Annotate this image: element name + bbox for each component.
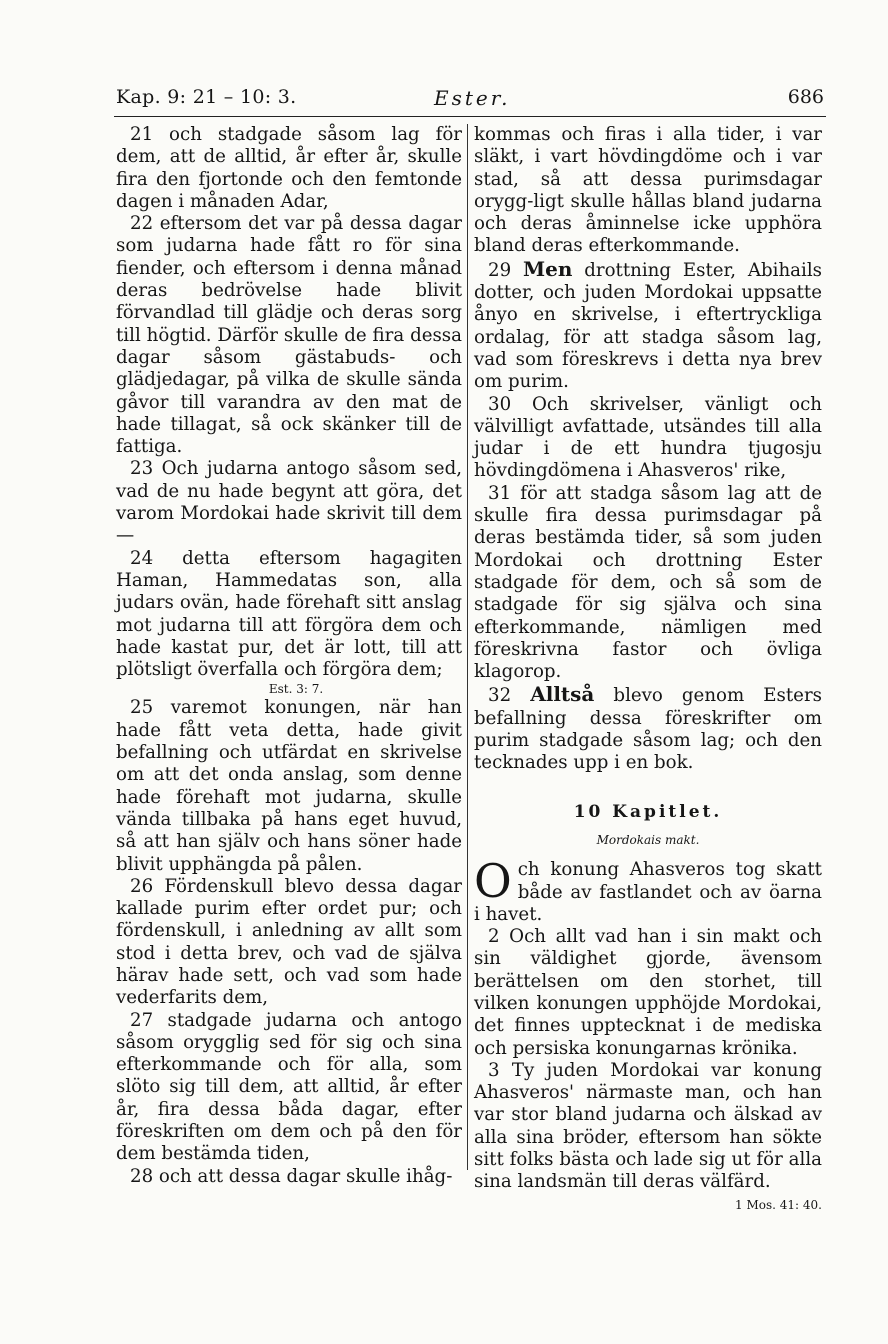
- section-opening-word: Men: [523, 256, 573, 281]
- verse-25: 25 varemot konungen, när han hade fått veta detta, hade givit befallning och utfärdat en skrivelse om att det onda anslag, som denne hade förehaft mot judarna, skulle vända tillbaka på hans eget huvud, så att han själv och hans söner hade blivit upphängda på pålen.: [116, 697, 462, 875]
- chapter-subtitle: Mordokais makt.: [596, 832, 700, 847]
- verse-32: [474, 683, 822, 774]
- verse-29: [474, 258, 822, 394]
- verse-text: drottning Ester, Abihails dotter, och juden Mordokai uppsatte ånyo en skrivelse, i eftertryckliga ordalag, för att stadga såsom lag, vad som föreskrevs i detta nya brev om purim.: [474, 259, 822, 393]
- verse-31: 31 för att stadga såsom lag att de skulle fira dessa purimsdagar på deras bestämda tider, så som juden Mordokai och drottning Ester stadgade för dem, och så som de stadgade för sig själva och sina efterkommande, nämligen med föreskrivna fastor och övliga klagorop.: [474, 482, 822, 683]
- verse-number: 32: [488, 685, 512, 707]
- page-number: 686: [787, 86, 824, 108]
- left-column: [116, 124, 462, 1188]
- verse-26: 26 Fördenskull blevo dessa dagar kallade purim efter ordet pur; och fördenskull, i anledning av allt som stod i detta brev, och vad de själva härav hade sett, och vad som hade vederfarits dem,: [116, 875, 462, 1009]
- right-column: [474, 124, 822, 1216]
- verse-number: 29: [488, 259, 512, 281]
- cross-reference: 1 Mos. 41: 40.: [735, 1197, 822, 1212]
- verse-text: ch konung Ahasveros tog skatt både av fastlandet och av öarna i havet.: [474, 859, 822, 925]
- chapter-heading: 10 Kapitlet.: [573, 801, 723, 822]
- verse-text: blevo genom Esters befallning dessa föreskrifter om purim stadgade såsom lag; och den tecknades upp i en bok.: [474, 685, 822, 774]
- header-rule: [114, 116, 826, 117]
- chapter-range: Kap. 9: 21 – 10: 3.: [116, 86, 297, 108]
- verse-21: 21 och stadgade såsom lag för dem, att de alltid, år efter år, skulle fira den fjortonde och den femtonde dagen i månaden Adar,: [116, 124, 462, 212]
- column-divider: [467, 124, 468, 1170]
- section-opening-word: Alltså: [530, 682, 595, 707]
- page-header: [116, 84, 824, 116]
- verse-30: 30 Och skrivelser, vänligt och välvilligt avfattade, utsändes till alla judar i de ett hundra tjugosju hövdingdömena i Ahasveros' rike,: [474, 393, 822, 482]
- drop-cap: O: [474, 854, 512, 909]
- chapter-10-verse-1: [474, 854, 822, 926]
- verse-23: 23 Och judarna antogo såsom sed, vad de nu hade begynt att göra, det varom Mordokai hade skrivit till dem —: [116, 458, 462, 547]
- book-title: Ester.: [434, 86, 511, 110]
- verse-27: 27 stadgade judarna och antogo såsom orygglig sed för sig och sina efterkommande och för alla, som slöto sig till dem, att alltid, år efter år, fira dessa båda dagar, efter föreskriften om dem och på den för dem bestämda tiden,: [116, 1009, 462, 1165]
- verse-28: 28 och att dessa dagar skulle ihåg-: [130, 1165, 453, 1187]
- chapter-10-verse-3: 3 Ty juden Mordokai var konung Ahasveros' närmaste man, och han var stor bland judarna och älskad av alla sina bröder, eftersom han sökte sitt folks bästa och lade sig ut för alla sina landsmän till deras välfärd.: [474, 1059, 822, 1193]
- verse-28-continued: kommas och firas i alla tider, i var släkt, i vart hövdingdöme och i var stad, så att dessa purimsdagar orygg-ligt skulle hållas bland judarna och deras åminnelse icke upphöra bland deras efterkommande.: [474, 124, 822, 257]
- chapter-10-verse-2: 2 Och allt vad han i sin makt och sin väldighet gjorde, ävensom berättelsen om den storhet, till vilken konungen upphöjde Mordokai, det finnes upptecknat i de mediska och persiska konungarnas krönika.: [474, 926, 822, 1059]
- verse-22: 22 eftersom det var på dessa dagar som judarna hade fått ro för sina fiender, och eftersom i denna månad deras bedrövelse hade blivit förvandlad till glädje och deras sorg till högtid. Därför skulle de fira dessa dagar såsom gästabuds- och glädjedagar, på vilka de skulle sända gåvor till varandra av den mat de hade tillagat, så ock skänker till de fattiga.: [116, 213, 462, 458]
- cross-reference: Est. 3: 7.: [268, 682, 324, 697]
- verse-24: 24 detta eftersom hagagiten Haman, Hammedatas son, alla judars ovän, hade förehaft sitt anslag mot judarna till att förgöra dem och hade kastat pur, det är lott, till att plötsligt överfalla och förgöra dem;: [116, 547, 462, 681]
